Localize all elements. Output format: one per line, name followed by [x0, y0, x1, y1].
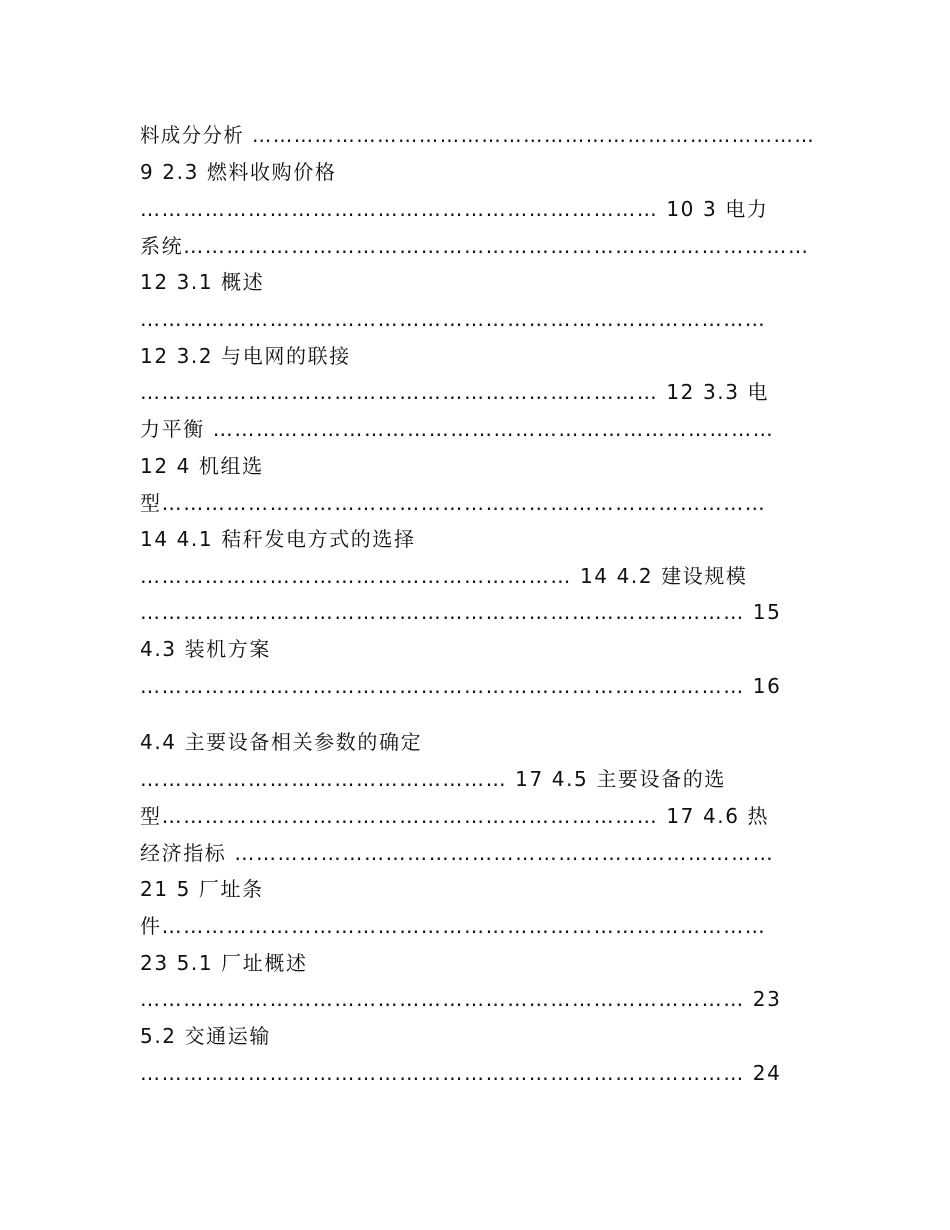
toc-line: 14 4.1 秸秆发电方式的选择 [140, 527, 416, 551]
toc-line: 12 3.2 与电网的联接 [140, 344, 351, 368]
toc-line: 21 5 厂址条 [140, 877, 264, 901]
toc-line: 型………………………………………………………………………… [140, 491, 767, 515]
toc-line: ………………………………………………………………………… 24 [140, 1061, 782, 1085]
toc-line: …………………………………………………… 14 4.2 建设规模 [140, 564, 748, 588]
toc-line: 系统…………………………………………………………………………… [140, 234, 810, 258]
toc-line: 4.3 装机方案 [140, 637, 271, 661]
toc-line: 经济指标 ………………………………………………………………… [140, 841, 775, 865]
toc-line: 12 4 机组选 [140, 454, 264, 478]
toc-line: …………………………………………… 17 4.5 主要设备的选 [140, 767, 726, 791]
toc-line: 型…………………………………………………………… 17 4.6 热 [140, 804, 770, 828]
toc-line: ………………………………………………………………………… 23 [140, 987, 782, 1011]
toc-line: 4.4 主要设备相关参数的确定 [140, 730, 423, 754]
toc-line: 力平衡 …………………………………………………………………… [140, 417, 775, 441]
toc-line: 9 2.3 燃料收购价格 [140, 160, 337, 184]
toc-line: …………………………………………………………………………… [140, 307, 767, 331]
toc-line: 23 5.1 厂址概述 [140, 951, 308, 975]
toc-line: 料成分分析 ……………………………………………………………………… [140, 123, 816, 147]
toc-line: 5.2 交通运输 [140, 1024, 271, 1048]
toc-line: ………………………………………………………………………… 15 [140, 600, 782, 624]
toc-line: ……………………………………………………………… 10 3 电力 [140, 197, 769, 221]
toc-line: 件………………………………………………………………………… [140, 914, 767, 938]
toc-line: ………………………………………………………………………… 16 [140, 674, 782, 698]
toc-line: ……………………………………………………………… 12 3.3 电 [140, 380, 770, 404]
toc-line: 12 3.1 概述 [140, 270, 265, 294]
